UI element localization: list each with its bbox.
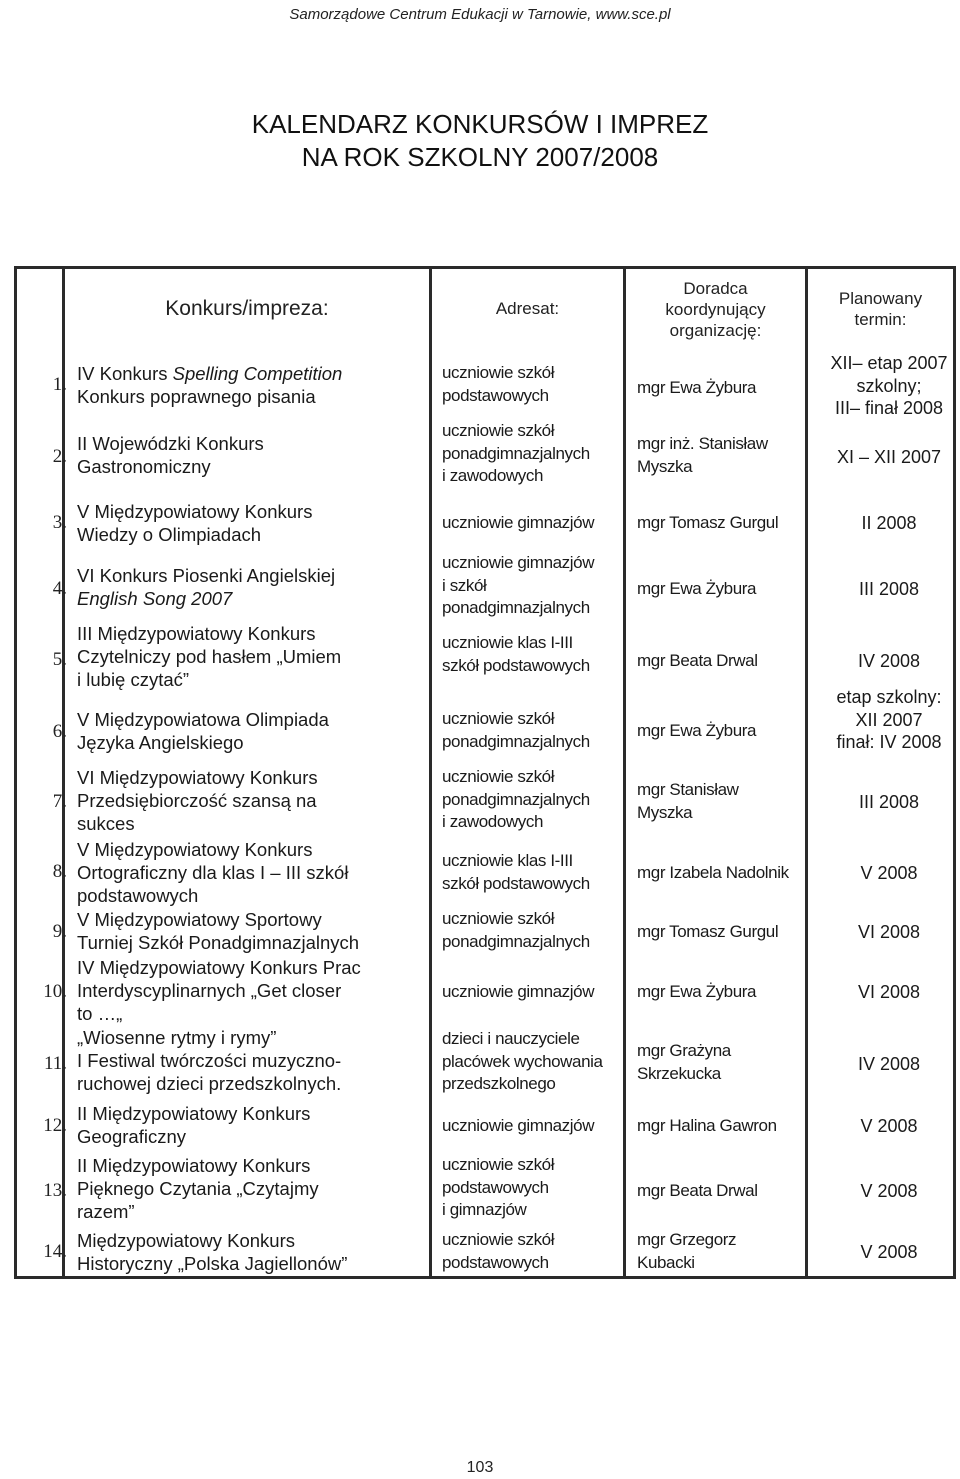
contest-name: VI Konkurs Piosenki Angielskiej English Song 2007 [77, 565, 336, 609]
contest-name: IV Konkurs Spelling Competition Konkurs poprawnego pisania [77, 363, 343, 407]
header-doradca: Doradca koordynujący organizację: [665, 278, 766, 340]
contest-name: V Międzypowiatowy Sportowy Turniej Szkół Ponadgimnazjalnych [77, 909, 360, 953]
contest-name: V Międzypowiatowy Konkurs Ortograficzny dla klas I – III szkół podstawowych [77, 839, 349, 906]
source-header: Samorządowe Centrum Edukacji w Tarnowie, www.sce.pl [289, 6, 671, 23]
row-number: 7. [52, 791, 67, 812]
contest-coordinator: mgr inż. Stanisław Myszka [637, 434, 768, 476]
contest-audience: uczniowie szkół ponadgimnazjalnych [442, 909, 590, 951]
row-number: 13. [43, 1180, 67, 1201]
contest-audience: uczniowie szkół ponadgimnazjalnych i zawodowych [442, 421, 590, 485]
contest-audience: uczniowie gimnazjów [442, 1116, 595, 1135]
header-adresat: Adresat: [495, 299, 560, 318]
contest-date: II 2008 [861, 513, 917, 533]
contest-coordinator: mgr Tomasz Gurgul [637, 922, 779, 941]
contest-date: IV 2008 [857, 651, 921, 671]
contest-audience: uczniowie gimnazjów i szkół ponadgimnazjalnych [442, 553, 595, 617]
row-number: 5. [52, 649, 67, 670]
contest-coordinator: mgr Ewa Żybura [637, 579, 757, 598]
page-number: 103 [466, 1459, 494, 1476]
contest-coordinator: mgr Halina Gawron [637, 1116, 777, 1135]
contest-coordinator: mgr Beata Drwal [637, 651, 758, 670]
contest-name: VI Międzypowiatowy Konkurs Przedsiębiorczość szansą na sukces [77, 767, 318, 834]
row-number: 8. [52, 861, 67, 882]
contest-audience: uczniowie szkół ponadgimnazjalnych i zawodowych [442, 767, 590, 831]
contest-audience: uczniowie szkół podstawowych [442, 1230, 555, 1272]
contest-name: II Międzypowiatowy Konkurs Geograficzny [77, 1103, 311, 1147]
contest-coordinator: mgr Grzegorz Kubacki [637, 1230, 737, 1272]
contest-date: etap szkolny: XII 2007 finał: IV 2008 [836, 687, 942, 752]
contest-date: V 2008 [860, 863, 918, 883]
contest-name: III Międzypowiatowy Konkurs Czytelniczy pod hasłem „Umiem i lubię czytać” [77, 623, 342, 690]
contest-name: IV Międzypowiatowy Konkurs Prac Interdyscyplinarnych „Get closer to …„ [77, 957, 361, 1024]
contest-date: III 2008 [858, 792, 920, 812]
contest-coordinator: mgr Grażyna Skrzekucka [637, 1041, 731, 1083]
contest-name: „Wiosenne rytmy i rymy” I Festiwal twórczości muzyczno- ruchowej dzieci przedszkolnych. [77, 1027, 342, 1094]
page-title [0, 108, 960, 174]
contest-date: VI 2008 [857, 982, 921, 1002]
contest-name: Międzypowiatowy Konkurs Historyczny „Polska Jagiellonów” [77, 1230, 348, 1274]
contest-date: V 2008 [860, 1181, 918, 1201]
contest-date: XI – XII 2007 [836, 447, 942, 467]
row-number: 6. [52, 721, 67, 742]
contest-audience: uczniowie klas I-III szkół podstawowych [442, 633, 590, 675]
contest-audience: uczniowie szkół podstawowych [442, 363, 555, 405]
contest-audience: uczniowie szkół podstawowych i gimnazjów [442, 1155, 555, 1219]
row-number: 9. [52, 921, 67, 942]
contest-coordinator: mgr Tomasz Gurgul [637, 513, 779, 532]
header-termin: Planowany termin: [838, 289, 923, 329]
contest-audience: uczniowie klas I-III szkół podstawowych [442, 851, 590, 893]
contest-audience: uczniowie gimnazjów [442, 982, 595, 1001]
contest-table [14, 266, 956, 1279]
title-line-2: NA ROK SZKOLNY 2007/2008 [301, 142, 659, 172]
row-number: 4. [52, 578, 67, 599]
contest-date: VI 2008 [857, 922, 921, 942]
contest-audience: dzieci i nauczyciele placówek wychowania przedszkolnego [442, 1029, 603, 1093]
row-number: 11. [43, 1053, 67, 1074]
contest-coordinator: mgr Stanisław Myszka [637, 780, 739, 822]
contest-name: V Międzypowiatowa Olimpiada Języka Angielskiego [77, 709, 329, 753]
contest-coordinator: mgr Ewa Żybura [637, 721, 757, 740]
contest-name: II Międzypowiatowy Konkurs Pięknego Czytania „Czytajmy razem” [77, 1155, 319, 1222]
header-konkurs: Konkurs/impreza: [165, 297, 329, 320]
contest-date: V 2008 [860, 1242, 918, 1262]
contest-audience: uczniowie gimnazjów [442, 513, 595, 532]
contest-date: III 2008 [858, 579, 920, 599]
row-number: 10. [43, 981, 67, 1002]
contest-coordinator: mgr Ewa Żybura [637, 378, 757, 397]
row-number: 2. [52, 446, 67, 467]
contest-coordinator: mgr Ewa Żybura [637, 982, 757, 1001]
contest-name: V Międzypowiatowy Konkurs Wiedzy o Olimpiadach [77, 501, 313, 545]
row-number: 14. [43, 1241, 67, 1262]
contest-date: XII– etap 2007 szkolny; III– finał 2008 [830, 353, 948, 418]
contest-coordinator: mgr Izabela Nadolnik [637, 863, 789, 882]
contest-date: IV 2008 [857, 1054, 921, 1074]
contest-audience: uczniowie szkół ponadgimnazjalnych [442, 709, 590, 751]
row-number: 3. [52, 512, 67, 533]
row-number: 12. [43, 1115, 67, 1136]
contest-coordinator: mgr Beata Drwal [637, 1181, 758, 1200]
title-line-1: KALENDARZ KONKURSÓW I IMPREZ [251, 109, 709, 139]
contest-date: V 2008 [860, 1116, 918, 1136]
row-number: 1. [52, 374, 67, 395]
contest-name: II Wojewódzki Konkurs Gastronomiczny [77, 433, 264, 477]
